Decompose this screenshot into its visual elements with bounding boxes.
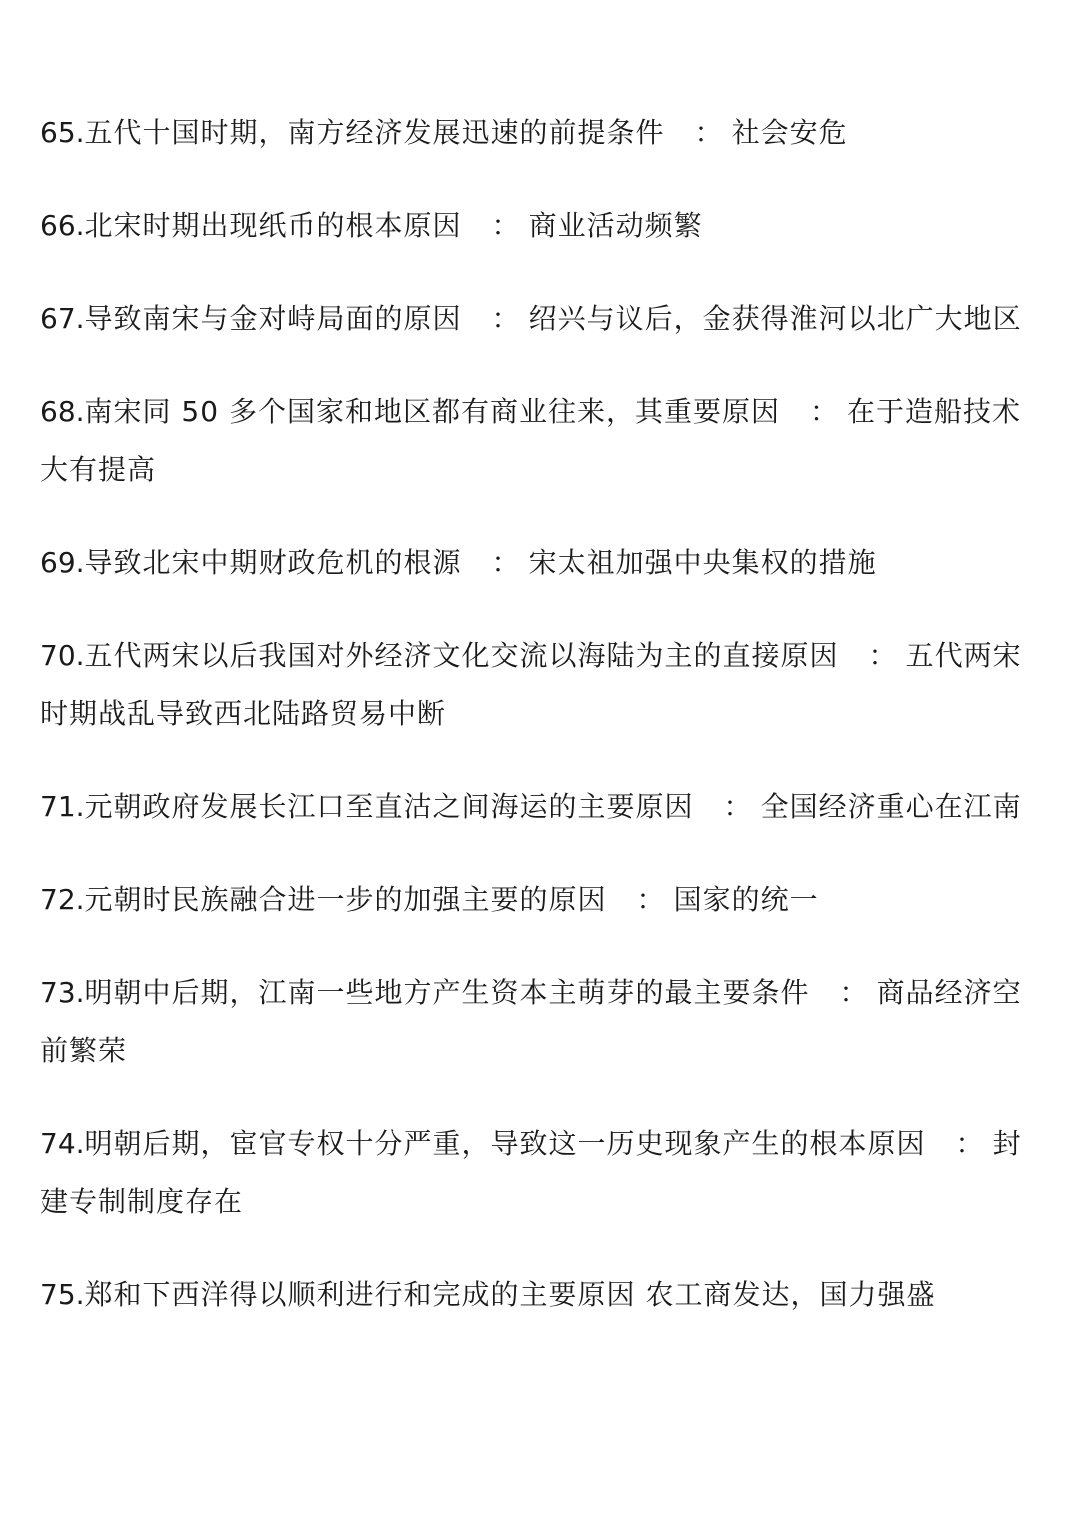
item-number: 66. <box>40 209 85 242</box>
qa-item-74 <box>40 1115 1042 1231</box>
item-answer: 商业活动频繁 <box>528 209 703 242</box>
item-number: 73. <box>40 976 85 1009</box>
item-separator: ： <box>955 1127 985 1160</box>
qa-item-68 <box>40 383 1042 499</box>
qa-item-70 <box>40 627 1042 743</box>
item-number: 68. <box>40 395 85 428</box>
item-answer: 在于造船技术大有提高 <box>40 395 1021 486</box>
item-question: 南宋同 50 多个国家和地区都有商业往来，其重要原因 <box>84 395 780 428</box>
item-number: 69. <box>40 546 85 579</box>
item-answer: 社会安危 <box>731 116 848 149</box>
item-separator: ： <box>723 790 753 823</box>
item-question: 北宋时期出现纸币的根本原因 <box>84 209 462 242</box>
item-question: 五代两宋以后我国对外经济文化交流以海陆为主的直接原因 <box>84 639 839 672</box>
item-number: 72. <box>40 883 85 916</box>
qa-item-69 <box>40 534 1042 592</box>
item-number: 65. <box>40 116 85 149</box>
item-number: 70. <box>40 639 85 672</box>
item-separator: ： <box>868 639 898 672</box>
qa-item-75 <box>40 1266 1042 1324</box>
item-number: 67. <box>40 302 85 335</box>
item-answer: 宋太祖加强中央集权的措施 <box>528 546 877 579</box>
item-question: 明朝中后期，江南一些地方产生资本主萌芽的最主要条件 <box>84 976 810 1009</box>
item-separator: ： <box>809 395 839 428</box>
item-separator: ： <box>694 116 724 149</box>
item-separator: ： <box>839 976 869 1009</box>
item-answer: 全国经济重心在江南 <box>760 790 1022 823</box>
item-question: 郑和下西洋得以顺利进行和完成的主要原因 <box>84 1278 636 1311</box>
item-question: 导致北宋中期财政危机的根源 <box>84 546 462 579</box>
item-answer: 绍兴与议后，金获得淮河以北广大地区 <box>528 302 1022 335</box>
item-separator: ： <box>636 883 666 916</box>
item-answer: 农工商发达，国力强盛 <box>645 1278 936 1311</box>
qa-item-65 <box>40 104 1042 162</box>
item-answer: 国家的统一 <box>673 883 819 916</box>
item-answer: 商品经济空前繁荣 <box>40 976 1022 1067</box>
item-question: 明朝后期，宦官专权十分严重，导致这一历史现象产生的根本原因 <box>84 1127 926 1160</box>
item-separator <box>636 1278 646 1311</box>
item-separator: ： <box>491 209 521 242</box>
qa-item-73 <box>40 964 1042 1080</box>
item-question: 元朝政府发展长江口至直沽之间海运的主要原因 <box>84 790 694 823</box>
qa-item-72 <box>40 871 1042 929</box>
item-question: 五代十国时期，南方经济发展迅速的前提条件 <box>84 116 665 149</box>
item-question: 导致南宋与金对峙局面的原因 <box>84 302 462 335</box>
item-separator: ： <box>491 302 521 335</box>
item-number: 75. <box>40 1278 85 1311</box>
item-answer: 封建专制制度存在 <box>40 1127 1022 1218</box>
item-number: 74. <box>40 1127 85 1160</box>
qa-item-66 <box>40 197 1042 255</box>
item-separator: ： <box>491 546 521 579</box>
qa-item-71 <box>40 778 1042 836</box>
item-number: 71. <box>40 790 85 823</box>
qa-item-67 <box>40 290 1042 348</box>
item-answer: 五代两宋时期战乱导致西北陆路贸易中断 <box>40 639 1022 730</box>
item-question: 元朝时民族融合进一步的加强主要的原因 <box>84 883 607 916</box>
